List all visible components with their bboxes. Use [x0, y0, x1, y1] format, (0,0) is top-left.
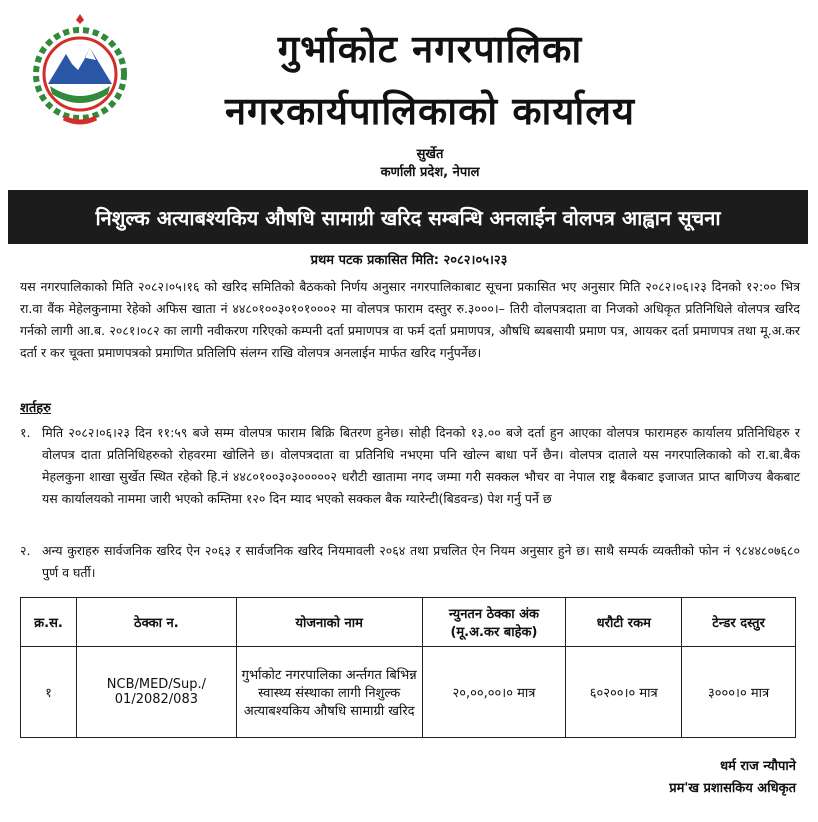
cell-serial: १	[21, 647, 77, 738]
office-title: नगरकार्यपालिकाको कार्यालय	[224, 89, 636, 133]
notice-body: यस नगरपालिकाको मिति २०८२।०५।१६ को खरिद समितिको बैठकको निर्णय अनुसार नगरपालिकाबाट सूचना प्रकासित भए अनुसार मिति २०८२।०६।२३ दिनको १२:०० भित्र रा.वा वैंक मेहेलकुनामा रेहेको अफिस खाता नं ४४८०१००३०१०१०००२ मा वोलपत्र फाराम दस्तुर रु.३०००।– तिरी वोलपत्रदाता वा निजको अधिकृत प्रतिनिधिले वोलपत्र खरिद गर्नको लागी आ.ब. २०८१।०८२ का लागी नवीकरण गरिएको कम्पनी दर्ता प्रमाणपत्र वा फर्म दर्ता प्रमाणपत्र, औषधि ब्यबसायी प्रमाण पत्र, आयकर दर्ता प्रमाणपत्र तथा मू.अ.कर दर्ता र कर चूक्ता प्रमाणपत्रको प्रमाणित प्रतिलिपि संलग्न राखि वोलपत्र अनलाईन मार्फत खरिद गर्नुपर्नेछ।	[20, 279, 800, 360]
term-number: १.	[20, 425, 31, 440]
signatory-designation: प्रम'ख प्रशासकिय अधिकृत	[669, 781, 796, 796]
table-header-row	[21, 598, 796, 647]
signatory-name: धर्म राज न्यौपाने	[720, 759, 796, 774]
term-item	[20, 540, 800, 584]
terms-heading: शर्तहरु	[20, 401, 51, 416]
header-tender-fee: टेन्डर दस्तुर	[682, 598, 796, 647]
header-min-amount: न्युनतन ठेक्का अंक (मू.अ.कर बाहेक)	[422, 598, 566, 647]
term-text: अन्य कुराहरु सार्वजनिक खरिद ऐन २०६३ र सार्वजनिक खरिद नियमावली २०६४ तथा प्रचलित ऐन नियम अनुसार हुने छ। साथै सम्पर्क व्यक्तीको फोन नं ९८४४८०७६८० पुर्ण व घर्ती।	[42, 543, 800, 580]
term-item	[20, 422, 800, 510]
header-project-name: योजनाको नाम	[236, 598, 422, 647]
location-text: सुर्खेत	[416, 147, 444, 162]
municipality-title: गुर्भाकोट नगरपालिका	[277, 27, 583, 71]
notice-title: निशुल्क अत्याबश्यकिय औषधि सामाग्री खरिद सम्बन्धि अनलाईन वोलपत्र आह्वान सूचना	[95, 205, 721, 230]
province-text: कर्णाली प्रदेश, नेपाल	[380, 165, 480, 180]
cell-tender-fee: ३०००।० मात्र	[682, 647, 796, 738]
notice-banner	[8, 190, 808, 244]
nepal-emblem-icon	[26, 14, 134, 132]
cell-contract-no: NCB/MED/Sup./ 01/2082/083	[76, 647, 236, 738]
cell-min-amount: २०,००,००।० मात्र	[422, 647, 566, 738]
term-number: २.	[20, 543, 31, 558]
cell-deposit: ६०२००।० मात्र	[566, 647, 682, 738]
header-contract-no: ठेक्का न.	[76, 598, 236, 647]
tender-table	[20, 597, 796, 738]
term-text: मिति २०८२।०६।२३ दिन ११:५९ बजे सम्म वोलपत्र फाराम बिक्रि बितरण हुनेछ। सोही दिनको १३.०० बजे दर्ता हुन आएका वोलपत्र फारामहरु कार्यालय प्रतिनिधिहरु र वोलपत्र दाता प्रतिनिधिहरुको रोहवरमा खोलिने छ। वोलपत्रदाता वा प्रतिनिधि नभएमा पनि खोल्न बाधा पर्ने छैन। वोलपत्र दाताले यस नगरपालिकाको को रा.बा.बैक मेहलकुना शाखा सुर्खेत स्थित रहेको हि.नं ४४८०१००३०३०००००२ धरौटी खातामा नगद जम्मा गरी सक्कल भौचर वा नेपाल राष्ट्र बैकबाट इजाजत प्राप्त बाणिज्य बैकबाट यस कार्यालयको नाममा जारी भएको कम्तिमा १२० दिन म्याद भएको सक्कल बैक ग्यारेन्टी(बिडवन्ड) पेश गर्नु पर्ने छ	[42, 425, 800, 506]
table-row	[21, 647, 796, 738]
cell-project-name: गुर्भाकोट नगरपालिका अर्न्तगत बिभिन्न स्वास्थ्य संस्थाका लागी निशुल्क अत्याबश्यकिय औषधि सामाग्री खरिद	[236, 647, 422, 738]
header-deposit: धरौटी रकम	[566, 598, 682, 647]
published-date: प्रथम पटक प्रकासित मिति: २०८२।०५।२३	[310, 253, 508, 268]
header-serial: क्र.स.	[21, 598, 77, 647]
